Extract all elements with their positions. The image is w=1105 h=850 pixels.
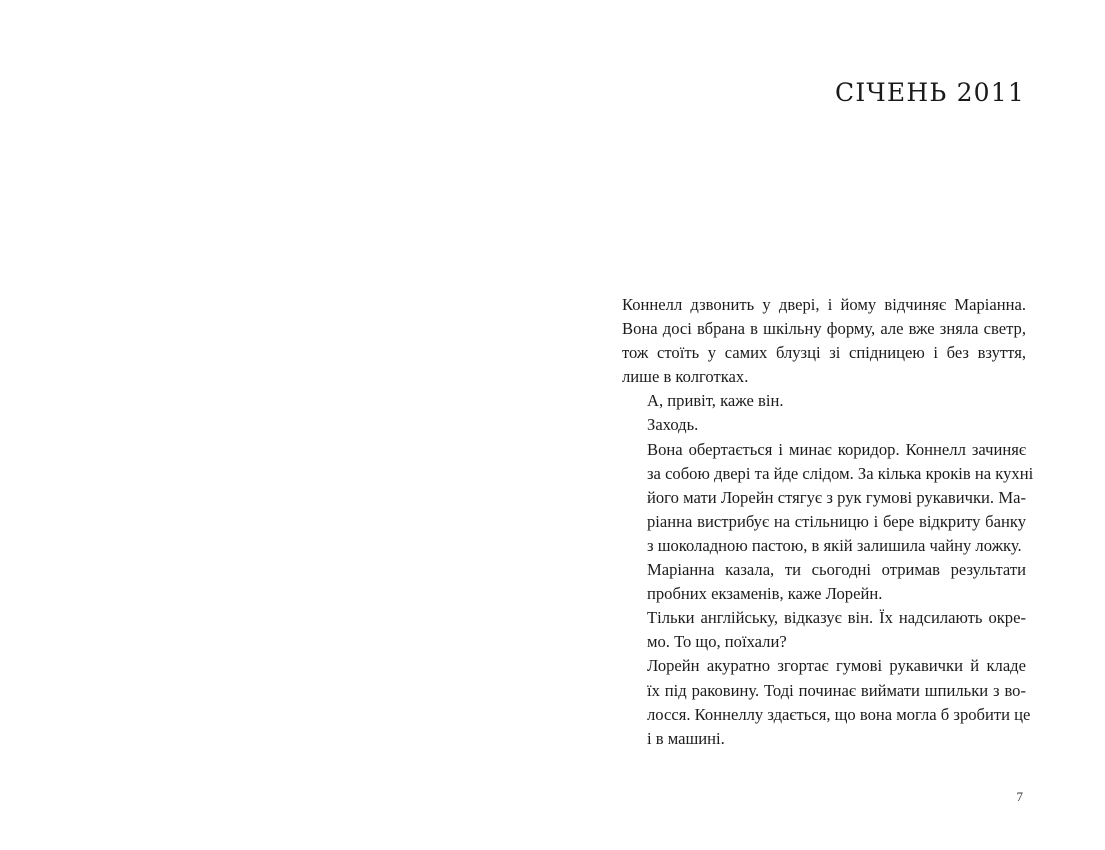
right-page	[552, 0, 1105, 850]
text-line: Вона досі вбрана в шкільну форму, але вже зняла светр,	[622, 319, 1026, 339]
paragraph	[622, 413, 1026, 437]
paragraph	[622, 438, 1034, 558]
text-line: пробних екзаменів, каже Лорейн.	[647, 584, 883, 604]
text-line: Тільки англійську, відказує він. Їх надсилають окре-	[647, 608, 1026, 628]
text-line: ріанна вистрибує на стільницю і бере відкриту банку	[647, 511, 1026, 531]
text-line: за собою двері та йде слідом. За кілька кроків на кухні	[647, 463, 1034, 483]
paragraph	[622, 389, 1026, 413]
paragraph	[622, 654, 1031, 750]
text-line: його мати Лорейн стягує з рук гумові рукавички. Ма-	[647, 487, 1026, 507]
text-line: Маріанна казала, ти сьогодні отримав результати	[647, 560, 1026, 580]
text-line: їх під раковину. Тоді починає виймати шпильки з во-	[647, 680, 1026, 700]
body-text	[622, 293, 1034, 751]
text-line: лише в колготках.	[622, 367, 749, 387]
text-line: мо. То що, поїхали?	[647, 632, 787, 652]
chapter-title: СІЧЕНЬ 2011	[835, 78, 1025, 107]
paragraph	[622, 606, 1026, 654]
text-line: лосся. Коннеллу здається, що вона могла б зробити це	[647, 704, 1031, 724]
page-number: 7	[1016, 789, 1023, 804]
text-line: тож стоїть у самих блузці зі спідницею і без взуття,	[622, 343, 1026, 363]
text-line: з шоколадною пастою, в якій залишила чайну ложку.	[647, 535, 1022, 555]
text-line: Коннелл дзвонить у двері, і йому відчиняє Маріанна.	[622, 295, 1026, 314]
text-line: А, привіт, каже він.	[647, 391, 784, 411]
paragraph	[622, 293, 1026, 389]
left-page-blank	[0, 0, 552, 850]
text-line: Лорейн акуратно згортає гумові рукавички й кладе	[647, 656, 1026, 676]
text-line: Вона обертається і минає коридор. Коннелл зачиняє	[647, 439, 1026, 459]
text-line: Заходь.	[647, 415, 699, 435]
text-line: і в машині.	[647, 728, 725, 748]
paragraph	[622, 558, 1026, 606]
